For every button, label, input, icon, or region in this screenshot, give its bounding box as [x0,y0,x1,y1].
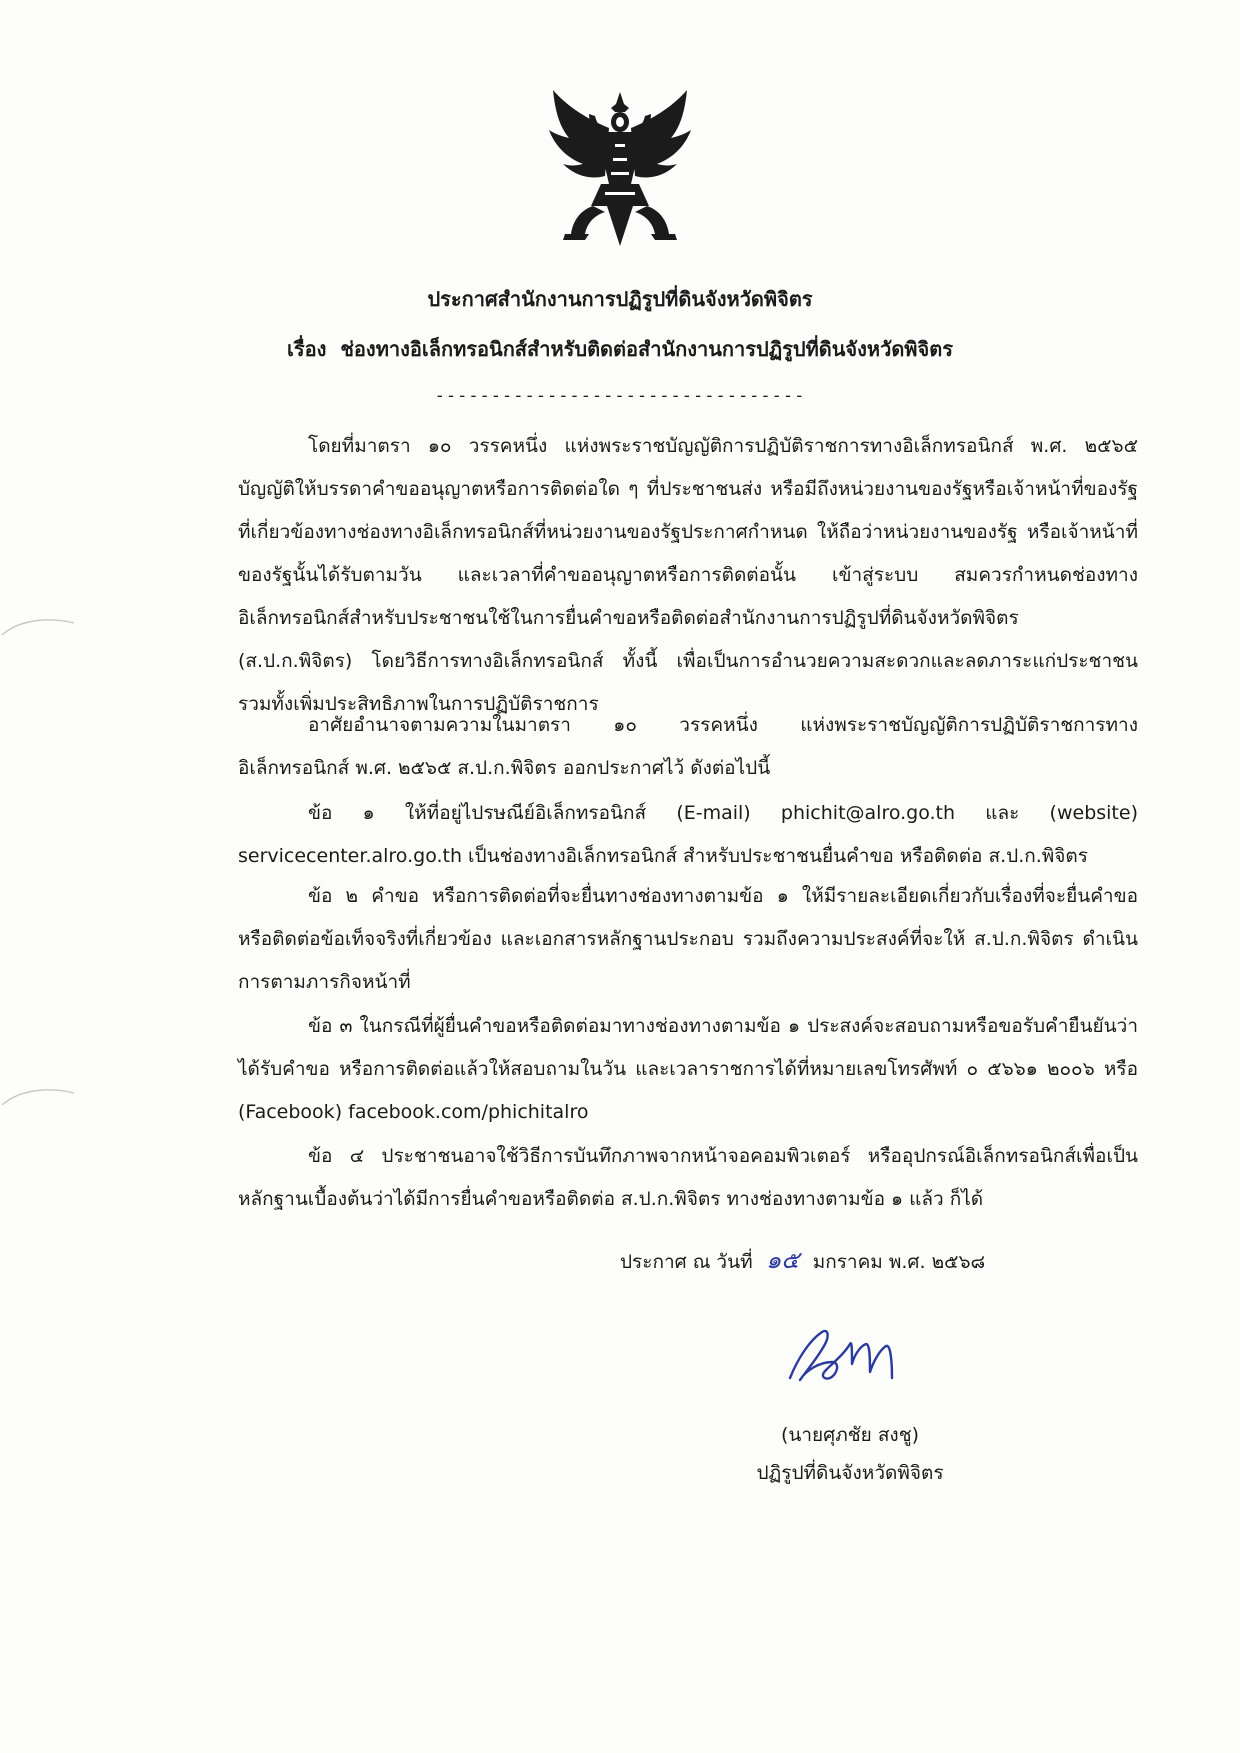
garuda-emblem-icon [545,88,695,248]
paragraph-preamble: โดยที่มาตรา ๑๐ วรรคหนึ่ง แห่งพระราชบัญญัติการปฏิบัติราชการทางอิเล็กทรอนิกส์ พ.ศ. ๒๕๖๕ บัญญัติให้บรรดาคำขออนุญาตหรือการติดต่อใด ๆ ที่ประชาชนส่ง หรือมีถึงหน่วยงานของรัฐหรือเจ้าหน้าที่ของรัฐที่เกี่ยวข้องทางช่องทางอิเล็กทรอนิกส์ที่หน่วยงานของรัฐประกาศกำหนด ให้ถือว่าหน่วยงานของรัฐ หรือเจ้าหน้าที่ของรัฐนั้นได้รับตามวัน และเวลาที่คำขออนุญาตหรือการติดต่อนั้น เข้าสู่ระบบ สมควรกำหนดช่องทางอิเล็กทรอนิกส์สำหรับประชาชนใช้ในการยื่นคำขอหรือติดต่อสำนักงานการปฏิรูปที่ดินจังหวัดพิจิตร (ส.ป.ก.พิจิตร) โดยวิธีการทางอิเล็กทรอนิกส์ ทั้งนี้ เพื่อเป็นการอำนวยความสะดวกและลดภาระแก่ประชาชน รวมทั้งเพิ่มประสิทธิภาพในการปฏิบัติราชการ [238,435,1138,715]
paragraph-clause-2: ข้อ ๒ คำขอ หรือการติดต่อที่จะยื่นทางช่องทางตามข้อ ๑ ให้มีรายละเอียดเกี่ยวกับเรื่องที่จะยื่นคำขอ หรือติดต่อข้อเท็จจริงที่เกี่ยวข้อง และเอกสารหลักฐานประกอบ รวมถึงความประสงค์ที่จะให้ ส.ป.ก.พิจิตร ดำเนินการตามภารกิจหน้าที่ [238,885,1138,993]
handwritten-signature-icon [780,1318,910,1398]
announcement-subject [0,335,1240,363]
announcement-title: ประกาศสำนักงานการปฏิรูปที่ดินจังหวัดพิจิตร [427,287,813,311]
date-month-year: มกราคม พ.ศ. ๒๕๖๘ [812,1251,986,1273]
title-divider: --------------------------------- [434,386,806,406]
announcement-date [620,1245,985,1277]
punch-hole-mark [0,615,76,637]
subject-label: เรื่อง [287,337,327,361]
paragraph-clause-4: ข้อ ๔ ประชาชนอาจใช้วิธีการบันทึกภาพจากหน้าจอคอมพิวเตอร์ หรืออุปกรณ์อิเล็กทรอนิกส์เพื่อเป็นหลักฐานเบื้องต้นว่าได้มีการยื่นคำขอหรือติดต่อ ส.ป.ก.พิจิตร ทางช่องทางตามข้อ ๑ แล้ว ก็ได้ [238,1145,1138,1210]
punch-hole-mark [0,1085,76,1107]
date-day-handwritten: ๑๕ [765,1246,800,1274]
paragraph-authority: อาศัยอำนาจตามความในมาตรา ๑๐ วรรคหนึ่ง แห่งพระราชบัญญัติการปฏิบัติราชการทางอิเล็กทรอนิกส์ พ.ศ. ๒๕๖๕ ส.ป.ก.พิจิตร ออกประกาศไว้ ดังต่อไปนี้ [238,714,1138,779]
signer-position: ปฏิรูปที่ดินจังหวัดพิจิตร [756,1462,944,1484]
paragraph-clause-3: ข้อ ๓ ในกรณีที่ผู้ยื่นคำขอหรือติดต่อมาทางช่องทางตามข้อ ๑ ประสงค์จะสอบถามหรือขอรับคำยืนยันว่าได้รับคำขอ หรือการติดต่อแล้วให้สอบถามในวัน และเวลาราชการได้ที่หมายเลขโทรศัพท์ ๐ ๕๖๖๑ ๒๐๐๖ หรือ (Facebook) facebook.com/phichitalro [238,1015,1138,1123]
subject-text: ช่องทางอิเล็กทรอนิกส์สำหรับติดต่อสำนักงานการปฏิรูปที่ดินจังหวัดพิจิตร [340,337,953,361]
signer-name: (นายศุภชัย สงชู) [780,1424,920,1446]
paragraph-clause-1: ข้อ ๑ ให้ที่อยู่ไปรษณีย์อิเล็กทรอนิกส์ (E-mail) phichit@alro.go.th และ (website) servicecenter.alro.go.th เป็นช่องทางอิเล็กทรอนิกส์ สำหรับประชาชนยื่นคำขอ หรือติดต่อ ส.ป.ก.พิจิตร [238,802,1138,867]
date-prefix: ประกาศ ณ วันที่ [620,1251,753,1273]
